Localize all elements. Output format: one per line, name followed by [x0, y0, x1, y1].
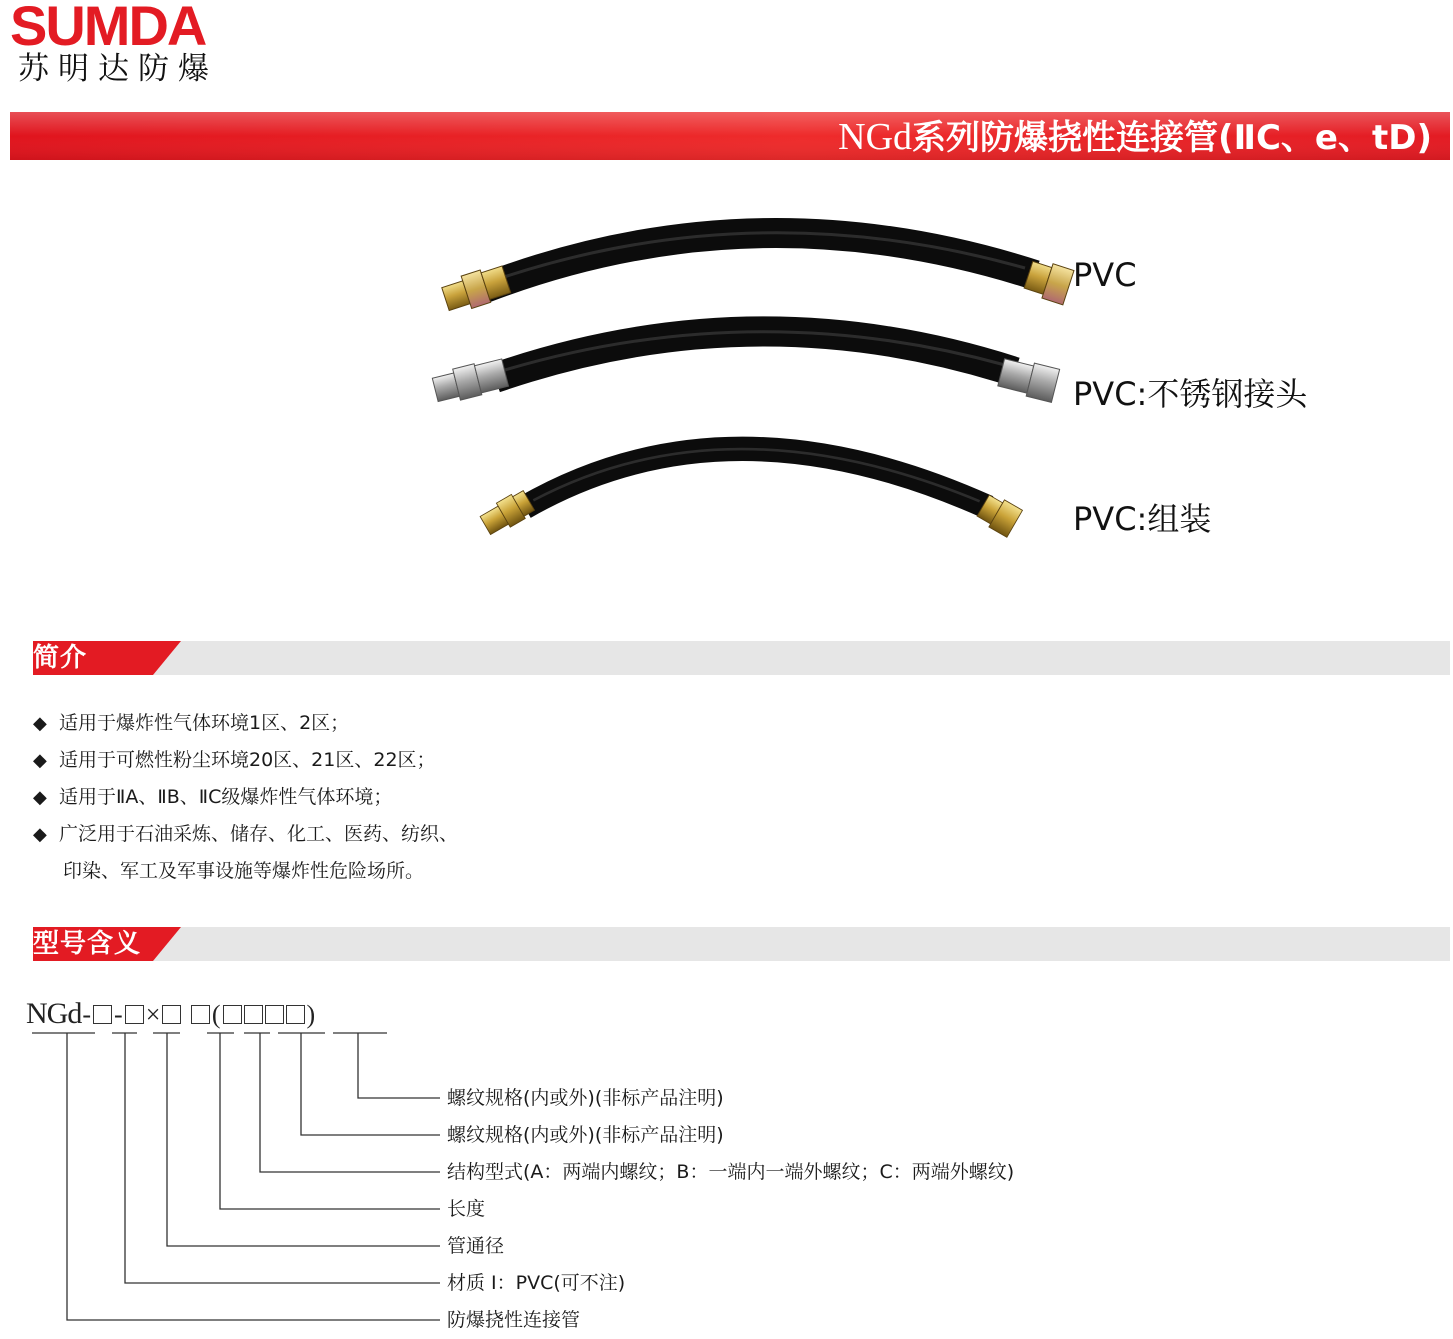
diamond-bullet-icon: ◆ [33, 824, 47, 845]
page-title [838, 118, 1432, 157]
model-box-material [93, 1005, 112, 1024]
model-desc-thread-1: 螺纹规格(内或外)(非标产品注明) [447, 1124, 724, 1146]
intro-item [33, 742, 458, 779]
intro-item-text: 广泛用于石油采炼、储存、化工、医药、纺织、 [59, 823, 459, 845]
section-header-bg [33, 641, 1450, 675]
model-desc-material: 材质 Ⅰ：PVC(可不注) [447, 1272, 626, 1294]
intro-item-text: 适用于可燃性粉尘环境20区、21区、22区； [59, 749, 436, 771]
title-banner [10, 112, 1450, 160]
product-image-pvc-stainless [425, 310, 1075, 440]
product-image-pvc-assembled [425, 425, 1075, 555]
product-label-pvc: PVC [1073, 256, 1137, 294]
model-box-diameter [125, 1005, 144, 1024]
section-header-bg [33, 927, 1450, 961]
model-desc-length: 长度 [447, 1198, 486, 1220]
model-close-paren: ) [306, 1000, 316, 1029]
brand-logo-en: SUMDA [10, 0, 206, 57]
intro-item-text: 适用于ⅡA、ⅡB、ⅡC级爆炸性气体环境； [59, 786, 393, 808]
model-desc-diameter: 管通径 [447, 1235, 505, 1257]
title-main: 系列防爆挠性连接管(ⅡC、e、tD) [912, 118, 1432, 158]
intro-item [33, 705, 458, 742]
brand-logo-cn: 苏明达防爆 [18, 51, 218, 87]
model-desc-thread-2: 螺纹规格(内或外)(非标产品注明) [447, 1087, 724, 1109]
model-box-thread-2 [265, 1005, 284, 1024]
model-code [26, 994, 316, 1035]
model-prefix: NGd [26, 997, 82, 1030]
section-title-intro: 简介 [33, 643, 88, 673]
section-title-model: 型号含义 [33, 929, 142, 959]
model-dash: - [82, 1000, 92, 1029]
model-open-paren: ( [211, 1000, 221, 1029]
section-header-model [33, 927, 1450, 961]
model-desc-structure: 结构型式(A：两端内螺纹；B：一端内一端外螺纹；C：两端外螺纹) [447, 1161, 1015, 1183]
diamond-bullet-icon: ◆ [33, 750, 47, 771]
intro-item [33, 779, 458, 816]
model-desc-product: 防爆挠性连接管 [447, 1309, 581, 1331]
model-box-structure [191, 1005, 210, 1024]
diamond-bullet-icon: ◆ [33, 713, 47, 734]
title-prefix: NGd [838, 116, 913, 158]
section-header-intro [33, 641, 1450, 675]
intro-item-text: 适用于爆炸性气体环境1区、2区； [59, 712, 350, 734]
model-dash: - [114, 1000, 123, 1029]
model-times: × [145, 1000, 161, 1029]
intro-item [33, 816, 458, 853]
diamond-bullet-icon: ◆ [33, 787, 47, 808]
model-box-length [162, 1005, 181, 1024]
intro-item-continuation: 印染、军工及军事设施等爆炸性危险场所。 [63, 860, 425, 882]
model-box-thread-2 [286, 1005, 305, 1024]
model-box-thread-1 [244, 1005, 263, 1024]
intro-list [33, 705, 458, 890]
model-box-thread-1 [223, 1005, 242, 1024]
product-label-pvc-assembled: PVC:组装 [1073, 500, 1212, 538]
product-label-pvc-stainless: PVC:不锈钢接头 [1073, 375, 1308, 413]
